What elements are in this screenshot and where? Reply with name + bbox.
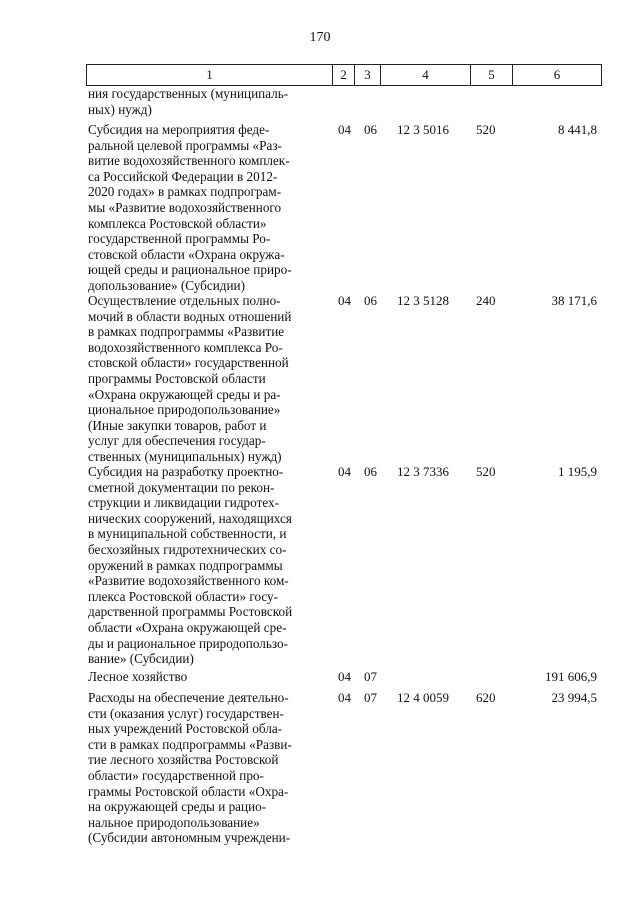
row-subsection: 07 [364, 669, 377, 684]
row-subsection: 06 [364, 122, 377, 137]
row-name: Расходы на обеспечение деятельно- сти (оказания услуг) государствен- ных учреждений Ростовской обла- сти в рамках подпрограммы «Разви- тие лесного хозяйства Ростовской области» государственной про- граммы Ростовской области «Охра- на окружающей среды и рацио- нальное природопользование» (Субсидии автономным учреждени- [88, 690, 292, 846]
row-target-code: 12 3 7336 [397, 464, 449, 479]
page-number: 170 [309, 30, 331, 45]
row-expense-type: 620 [476, 690, 496, 705]
header-col-2: 2 [332, 65, 354, 85]
row-subsection: 07 [364, 690, 377, 705]
header-col-3: 3 [354, 65, 380, 85]
row-section: 04 [338, 669, 351, 684]
header-col-5: 5 [470, 65, 512, 85]
row-target-code: 12 3 5128 [397, 293, 449, 308]
row-section: 04 [338, 293, 351, 308]
row-amount: 23 994,5 [551, 690, 597, 705]
row-amount: 38 171,6 [551, 293, 597, 308]
row-amount: 1 195,9 [558, 464, 597, 479]
row-name: Субсидия на мероприятия феде- ральной целевой программы «Раз- витие водохозяйственного комплек- са Российской Федерации в 2012- 2020 годах» в рамках подпрограм- мы «Развитие водохозяйственного комплекса Ростовской области» государственной программы Ро- стовской области «Охрана окружа- ющей среды и рациональное приро- допользование» (Субсидии) [88, 122, 292, 293]
header-col-1: 1 [86, 65, 332, 85]
row-section: 04 [338, 464, 351, 479]
row-name: Лесное хозяйство [88, 669, 188, 684]
row-section: 04 [338, 690, 351, 705]
row-subsection: 06 [364, 293, 377, 308]
row-name: Осуществление отдельных полно- мочий в области водных отношений в рамках подпрограммы «Развитие водохозяйственного комплекса Ро- стовской области» государственной программы Ростовской области «Охрана окружающей среды и ра- циональное природопользование» (Иные закупки товаров, работ и услуг для обеспечения государ- ственных (муниципальных) нужд) [88, 293, 292, 464]
row-amount: 191 606,9 [545, 669, 597, 684]
row-name: Субсидия на разработку проектно- сметной документации по рекон- струкции и ликвидации гидротех- нических сооружений, находящихся в муниципальной собственности, и бесхозяйных гидротехнических со- оружений в рамках подпрограммы «Развитие водохозяйственного ком- плекса Ростовской области» госу- дарственной программы Ростовской области «Охрана окружающей сре- ды и рациональное природопользо- вание» (Субсидии) [88, 464, 293, 667]
row-target-code: 12 4 0059 [397, 690, 449, 705]
row-expense-type: 240 [476, 293, 496, 308]
row-section: 04 [338, 122, 351, 137]
row-expense-type: 520 [476, 464, 496, 479]
header-col-6: 6 [512, 65, 602, 85]
header-col-4: 4 [380, 65, 470, 85]
row-amount: 8 441,8 [558, 122, 597, 137]
row-target-code: 12 3 5016 [397, 122, 449, 137]
row-name: ния государственных (муниципаль- ных) нужд) [88, 86, 289, 117]
table-header [86, 64, 602, 86]
row-subsection: 06 [364, 464, 377, 479]
row-expense-type: 520 [476, 122, 496, 137]
